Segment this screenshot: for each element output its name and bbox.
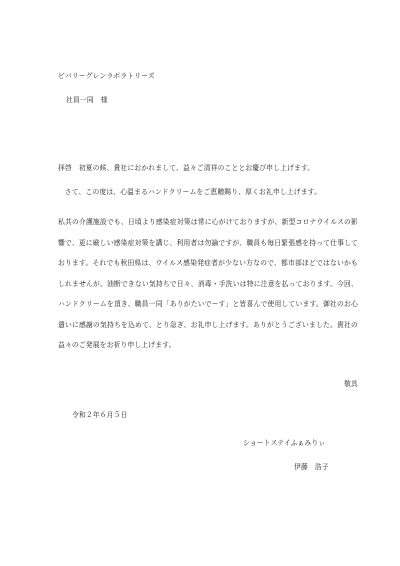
addressee-company: ビバリーグレンラボラトリーズ [58,72,155,80]
letter-body [58,164,358,356]
sender-organization: ショートステイふぁみりぃ [243,439,326,447]
addressee-person: 社員一同 様 [66,96,108,104]
greeting-paragraph: 拝啓 初夏の候、貴社におかれまして、益々ご清祥のこととお慶び申し上げます。 [58,164,315,172]
letter-date: 令和２年６月５日 [72,411,128,419]
main-paragraph: 私共の介護施設でも、日頃より感染症対策は常に心がけておりますが、新型コロナウイルスの影響で、更に厳しい感染症対策を講じ、利用者は勿論ですが、職員も毎日緊張感を持って仕事しております。それでも秋田県は、ウイルス感染発症者が少ない方なので、都市部ほどではないかもしれませんが、油断できない気持ちで日々、消毒・手洗いは特に注意を払っております。今回、ハンドクリームを頂き、職員一同「ありがたいでーす」と皆喜んで使用しています。御社のお心遣いに感謝の気持ちを込めて、とり急ぎ、お礼申し上げます。ありがとうございました。貴社の益々のご発展をお祈り申し上げます。 [58,218,358,349]
sender-name: 伊藤 浩子 [294,463,329,471]
closing-phrase: 敬具 [344,380,358,388]
thanks-paragraph: さて、この度は、心温まるハンドクリームをご恵贈賜り、厚くお礼申し上げます。 [64,188,322,196]
